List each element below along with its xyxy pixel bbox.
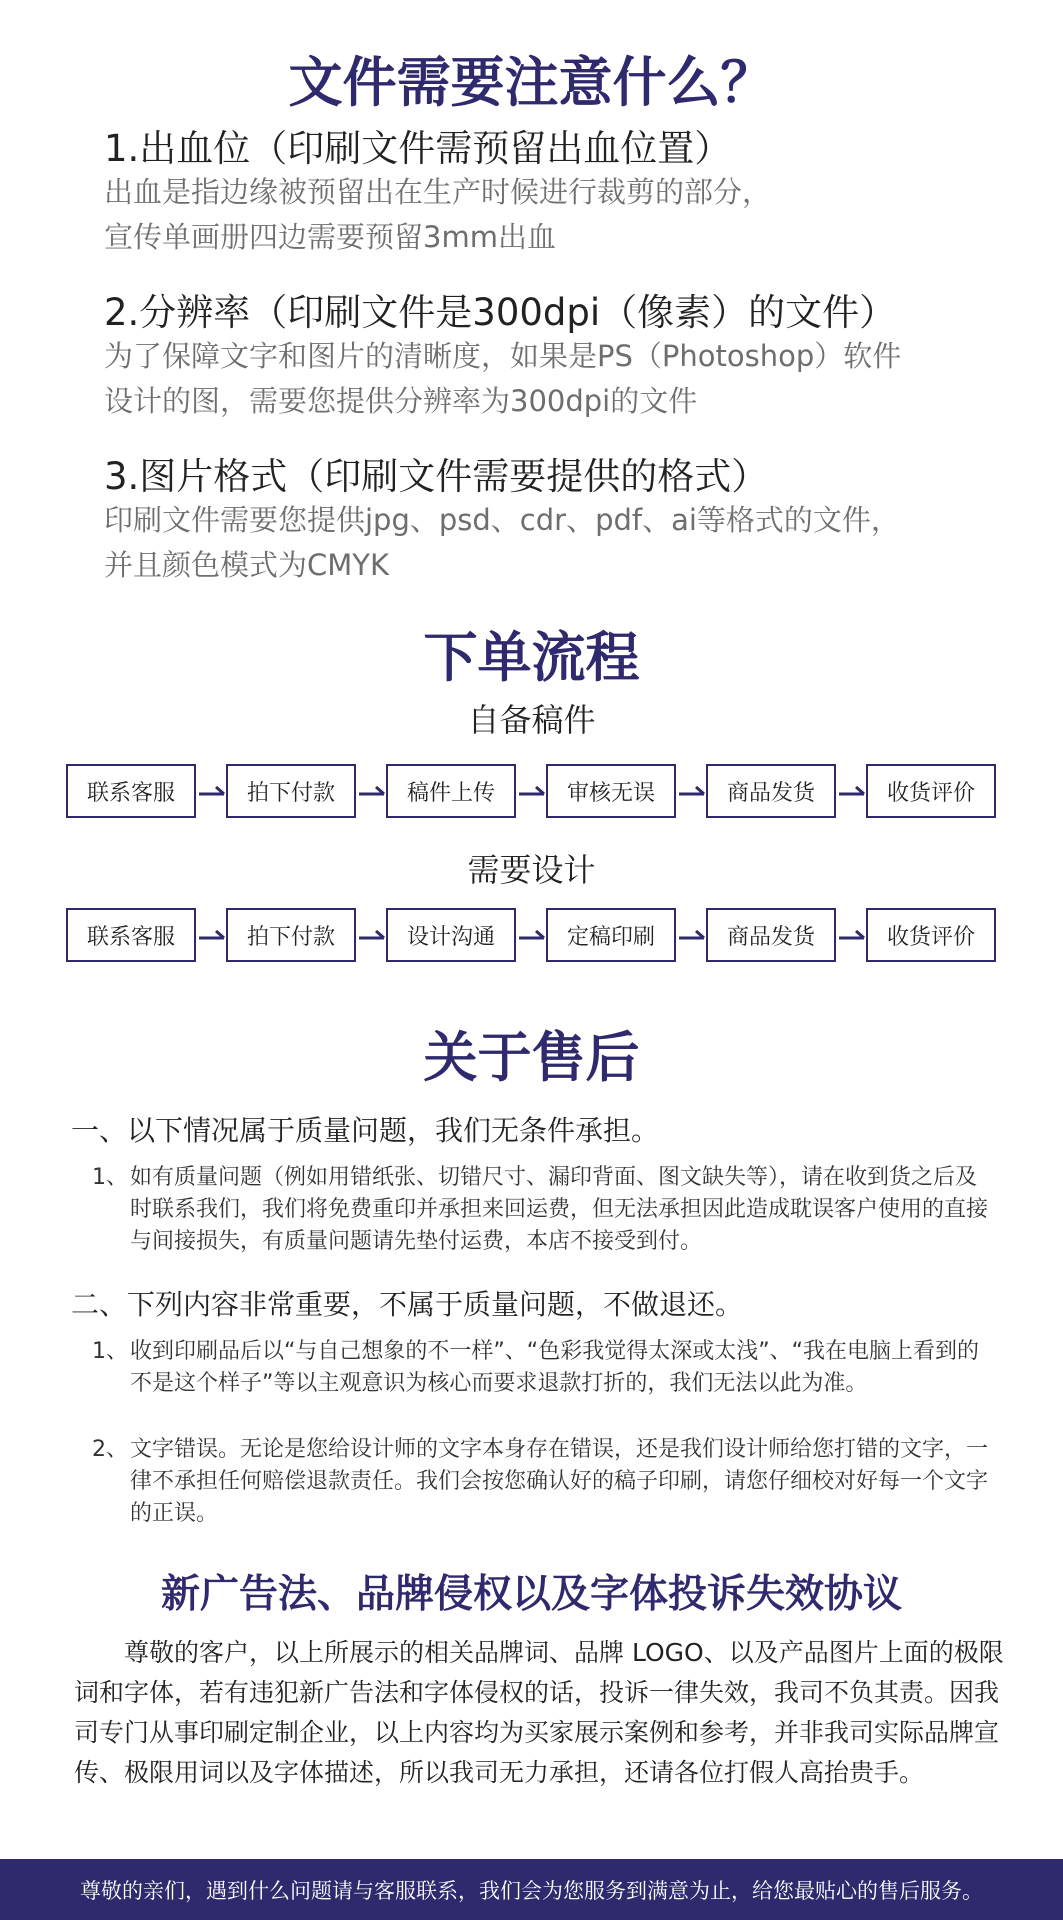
arrow-right-icon	[517, 918, 547, 948]
arrow-right-icon	[677, 774, 707, 804]
note-desc-resolution-1: 为了保障文字和图片的清晰度，如果是PS（Photoshop）软件	[104, 339, 902, 373]
flow-step: 商品发货	[706, 764, 836, 818]
arrow-right-icon	[357, 774, 387, 804]
aftersale-item	[92, 1434, 992, 1530]
aftersale-item	[92, 1162, 992, 1258]
flow-step: 收货评价	[866, 764, 996, 818]
notes-title: 文件需要注意什么？	[288, 51, 775, 114]
arrow-right-icon	[677, 918, 707, 948]
arrow-right-icon	[517, 774, 547, 804]
item-number: 2、	[92, 1437, 128, 1462]
item-text: 如有质量问题（例如用错纸张、切错尺寸、漏印背面、图文缺失等），请在收到货之后及时联系我们，我们将免费重印并承担来回运费，但无法承担因此造成耽误客户使用的直接与间接损失，有质量问题请先垫付运费，本店不接受到付。	[130, 1165, 989, 1254]
note-desc-resolution-2: 设计的图，需要您提供分辨率为300dpi的文件	[104, 384, 698, 418]
arrow-right-icon	[197, 774, 227, 804]
flow-step: 定稿印刷	[546, 908, 676, 962]
item-text: 文字错误。无论是您给设计师的文字本身存在错误，还是我们设计师给您打错的文字，一律不承担任何赔偿退款责任。我们会按您确认好的稿子印刷，请您仔细校对好每一个文字的正误。	[130, 1437, 989, 1526]
note-heading-resolution: 2.分辨率（印刷文件是300dpi（像素）的文件）	[104, 291, 897, 334]
note-desc-bleed-2: 宣传单画册四边需要预留3mm出血	[104, 220, 556, 254]
note-desc-bleed-1: 出血是指边缘被预留出在生产时候进行裁剪的部分，	[104, 175, 772, 209]
aftersale-heading-nonquality: 二、下列内容非常重要，不属于质量问题，不做退还。	[71, 1288, 744, 1321]
aftersale-title: 关于售后	[423, 1026, 640, 1089]
note-desc-format-2: 并且颜色模式为CMYK	[104, 548, 390, 582]
item-text: 收到印刷品后以“与自己想象的不一样”、“色彩我觉得太深或太浅”、“我在电脑上看到的不是这个样子”等以主观意识为核心而要求退款打折的，我们无法以此为准。	[130, 1339, 979, 1396]
footer-banner: 尊敬的亲们，遇到什么问题请与客服联系，我们会为您服务到满意为止，给您最贴心的售后服务。	[0, 1859, 1063, 1920]
flow-self-supplied	[66, 764, 998, 817]
flow-step: 设计沟通	[386, 908, 516, 962]
item-number: 1、	[92, 1339, 128, 1364]
flow-step: 收货评价	[866, 908, 996, 962]
arrow-right-icon	[837, 918, 867, 948]
flow-step: 拍下付款	[226, 764, 356, 818]
flow-step: 审核无误	[546, 764, 676, 818]
arrow-right-icon	[837, 774, 867, 804]
flow-step: 商品发货	[706, 908, 836, 962]
aftersale-heading-quality: 一、以下情况属于质量问题，我们无条件承担。	[71, 1114, 660, 1147]
arrow-right-icon	[357, 918, 387, 948]
note-heading-bleed: 1.出血位（印刷文件需预留出血位置）	[104, 127, 732, 170]
order-title: 下单流程	[423, 626, 640, 689]
aftersale-item	[92, 1336, 992, 1400]
flow-step: 联系客服	[66, 908, 196, 962]
flow-label-self: 自备稿件	[467, 701, 596, 739]
flow-step: 联系客服	[66, 764, 196, 818]
note-desc-format-1: 印刷文件需要您提供jpg、psd、cdr、pdf、ai等格式的文件，	[104, 503, 900, 537]
flow-step: 稿件上传	[386, 764, 516, 818]
arrow-right-icon	[197, 918, 227, 948]
legal-text: 尊敬的客户，以上所展示的相关品牌词、品牌 LOGO、以及产品图片上面的极限词和字体，若有违犯新广告法和字体侵权的话，投诉一律失效，我司不负其责。因我司专门从事印刷定制企业，以上内容均为买家展示案例和参考，并非我司实际品牌宣传、极限用词以及字体描述，所以我司无力承担，还请各位打假人高抬贵手。	[74, 1638, 1004, 1787]
note-heading-format: 3.图片格式（印刷文件需要提供的格式）	[104, 455, 769, 498]
flow-step: 拍下付款	[226, 908, 356, 962]
flow-need-design	[66, 908, 998, 961]
flow-label-design: 需要设计	[467, 851, 596, 889]
item-number: 1、	[92, 1165, 128, 1190]
legal-title: 新广告法、品牌侵权以及字体投诉失效协议	[160, 1572, 902, 1617]
